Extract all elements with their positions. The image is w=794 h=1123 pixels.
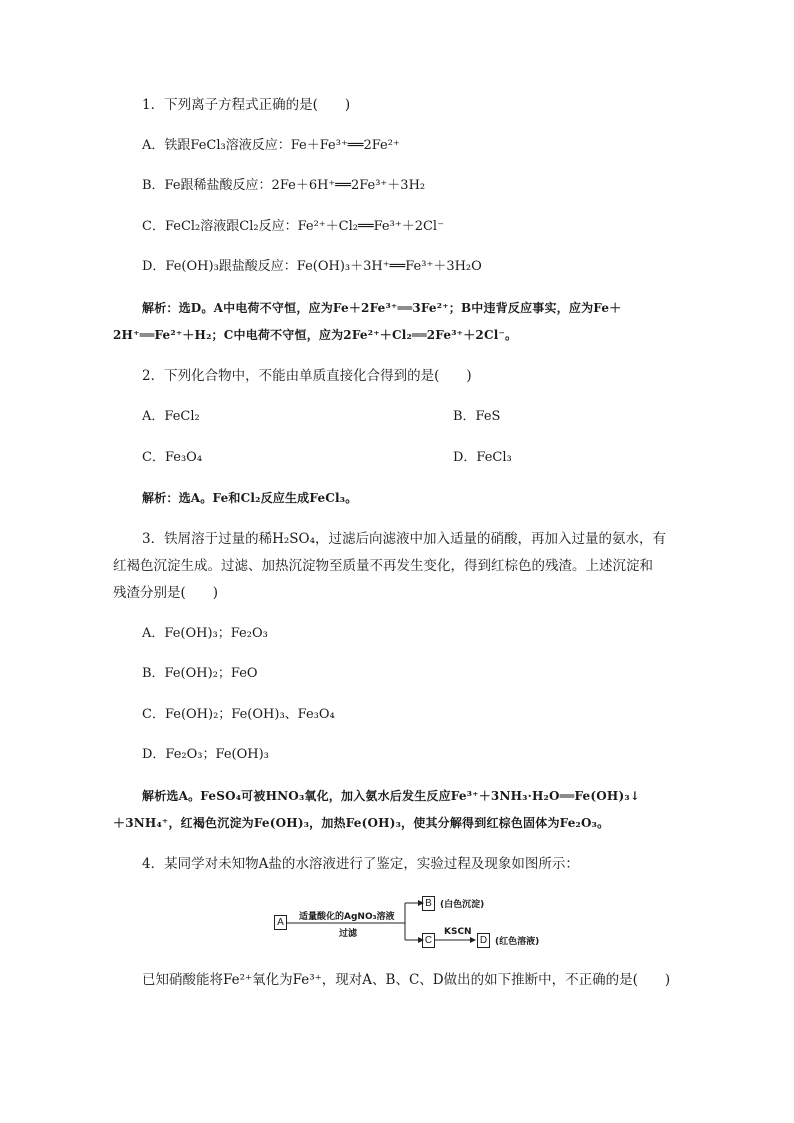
q3-option-c[interactable]: C．Fe(OH)₂；Fe(OH)₃、Fe₃O₄ — [142, 707, 335, 722]
q2-stem: 2．下列化合物中，不能由单质直接化合得到的是( ) — [142, 368, 472, 384]
q1-option-d[interactable]: D．Fe(OH)₃跟盐酸反应：Fe(OH)₃＋3H⁺══Fe³⁺＋3H₂O — [142, 259, 482, 274]
flow-reagent-label: 适量酸化的AgNO₃溶液 — [299, 912, 395, 922]
q2-option-b[interactable]: B．FeS — [453, 409, 501, 424]
flow-box-b: B — [422, 896, 435, 911]
q3-analysis-line1: 解析选A。FeSO₄可被HNO₃氧化，加入氨水后发生反应Fe³⁺＋3NH₃·H₂O══Fe(OH)₃↓ — [142, 789, 641, 803]
q4-stem: 4．某同学对未知物A盐的水溶液进行了鉴定，实验过程及现象如图所示： — [142, 856, 579, 872]
q2-option-d[interactable]: D．FeCl₃ — [453, 450, 512, 465]
flow-kscn-label: KSCN — [444, 927, 472, 937]
q3-stem-line2: 红褐色沉淀生成。过滤、加热沉淀物至质量不再发生变化，得到红棕色的残渣。上述沉淀和 — [113, 558, 653, 574]
flow-box-d: D — [477, 933, 490, 948]
flow-filter-label: 过滤 — [339, 929, 358, 939]
q1-option-a[interactable]: A．铁跟FeCl₃溶液反应：Fe＋Fe³⁺══2Fe²⁺ — [142, 138, 400, 153]
q2-option-a[interactable]: A．FeCl₂ — [142, 409, 200, 424]
flow-b-note: (白色沉淀) — [440, 900, 485, 910]
q1-stem: 1．下列离子方程式正确的是( ) — [142, 97, 351, 113]
q3-option-a[interactable]: A．Fe(OH)₃；Fe₂O₃ — [142, 626, 268, 641]
flow-box-c: C — [422, 933, 435, 948]
flow-d-note: (红色溶液) — [495, 937, 540, 947]
q3-option-d[interactable]: D．Fe₂O₃；Fe(OH)₃ — [142, 747, 269, 762]
flow-box-a: A — [274, 915, 287, 930]
q2-option-c[interactable]: C．Fe₃O₄ — [142, 450, 203, 465]
q2-analysis: 解析：选A。Fe和Cl₂反应生成FeCl₃。 — [142, 491, 358, 505]
q3-stem-line1: 3．铁屑溶于过量的稀H₂SO₄，过滤后向滤液中加入适量的硝酸，再加入过量的氨水，有 — [142, 531, 667, 547]
q1-analysis-line1: 解析：选D。A中电荷不守恒，应为Fe＋2Fe³⁺══3Fe²⁺；B中违背反应事实，应为Fe＋ — [142, 301, 622, 315]
q1-option-c[interactable]: C．FeCl₂溶液跟Cl₂反应：Fe²⁺＋Cl₂══Fe³⁺＋2Cl⁻ — [142, 219, 444, 234]
q1-analysis-line2: 2H⁺══Fe²⁺＋H₂；C中电荷不守恒，应为2Fe²⁺＋Cl₂══2Fe³⁺＋2Cl⁻。 — [113, 328, 518, 342]
q3-stem-line3: 残渣分别是( ) — [113, 585, 219, 601]
q4-followup: 已知硝酸能将Fe²⁺氧化为Fe³⁺，现对A、B、C、D做出的如下推断中，不正确的是( ) — [142, 972, 671, 988]
q3-analysis-line2: ＋3NH₄⁺，红褐色沉淀为Fe(OH)₃，加热Fe(OH)₃，使其分解得到红棕色固体为Fe₂O₃。 — [113, 816, 610, 830]
q1-option-b[interactable]: B．Fe跟稀盐酸反应：2Fe＋6H⁺══2Fe³⁺＋3H₂ — [142, 178, 426, 193]
q3-option-b[interactable]: B．Fe(OH)₂；FeO — [142, 666, 258, 681]
